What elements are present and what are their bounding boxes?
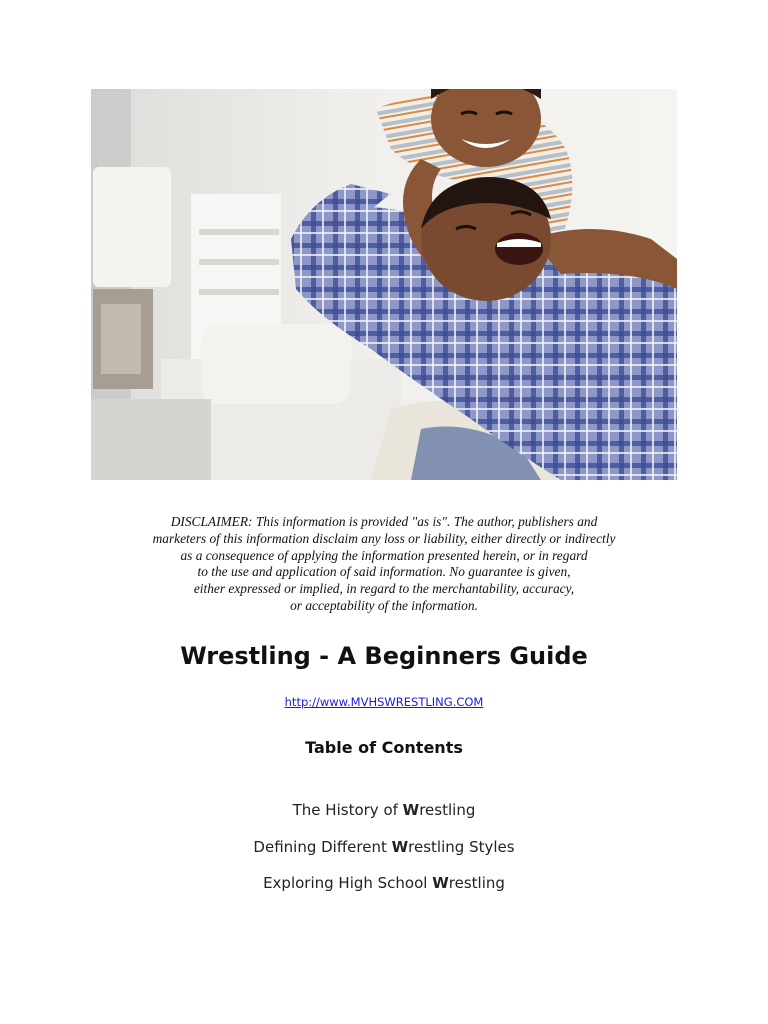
- cover-photo: [91, 89, 677, 480]
- toc-heading: Table of Contents: [305, 738, 463, 757]
- toc-item-text: restling Styles: [408, 838, 515, 856]
- website-link[interactable]: http://www.MVHSWRESTLING.COM: [284, 695, 484, 709]
- disclaimer-text: [80, 514, 688, 615]
- toc-item-text: The History of: [292, 801, 403, 819]
- disclaimer-line: or acceptability of the information.: [290, 597, 478, 613]
- toc-item-text: restling: [448, 874, 505, 892]
- disclaimer-line: DISCLAIMER: This information is provided "as is". The author, publishers and: [170, 514, 598, 529]
- toc-item-initial: W: [402, 801, 420, 819]
- toc-item-text: restling: [419, 801, 476, 819]
- toc-item-initial: W: [432, 874, 449, 892]
- document-title: Wrestling - A Beginners Guide: [180, 642, 588, 670]
- toc-item-text: Exploring High School: [263, 874, 433, 892]
- toc-item-high-school[interactable]: [0, 872, 768, 894]
- toc-item-styles[interactable]: [0, 836, 768, 858]
- cover-photo-illustration: [91, 89, 677, 480]
- toc-item-initial: W: [391, 838, 409, 856]
- toc-item-text: Defining Different: [253, 838, 392, 856]
- disclaimer-line: marketers of this information disclaim any loss or liability, either directly or indirectly: [152, 530, 616, 546]
- disclaimer-line: as a consequence of applying the information presented herein, or in regard: [180, 547, 588, 563]
- toc-item-history[interactable]: [0, 799, 768, 821]
- disclaimer-line: to the use and application of said information. No guarantee is given,: [197, 564, 571, 580]
- disclaimer-line: either expressed or implied, in regard to the merchantability, accuracy,: [193, 581, 575, 597]
